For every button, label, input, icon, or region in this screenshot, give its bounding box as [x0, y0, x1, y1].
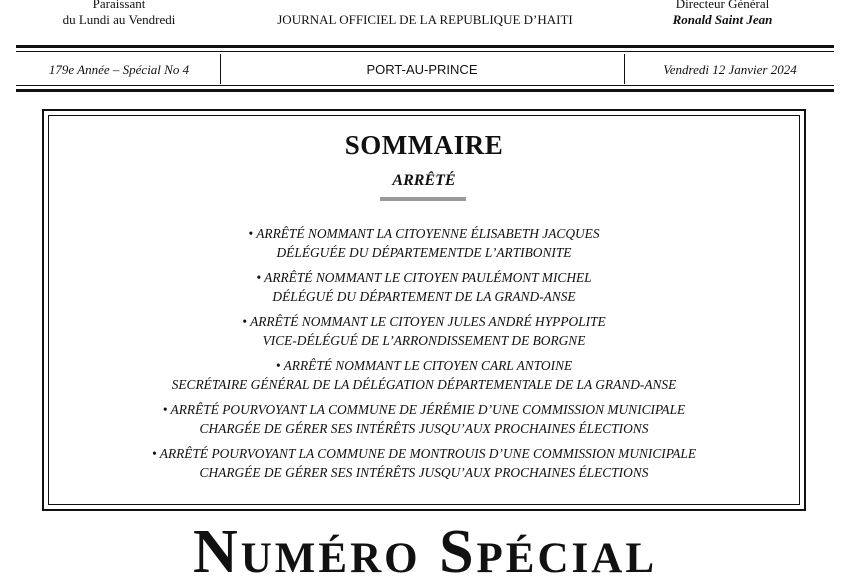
item-subtitle: CHARGÉE DE GÉRER SES INTÉRÊTS JUSQU’AUX PROCHAINES ÉLECTIONS [199, 421, 649, 436]
publication-frequency-label: Paraissant [92, 0, 146, 11]
sommaire-item [48, 444, 800, 482]
journal-title: JOURNAL OFFICIEL DE LA REPUBLIQUE D’HAITI [277, 12, 573, 27]
item-subtitle: SECRÉTAIRE GÉNÉRAL DE LA DÉLÉGATION DÉPARTEMENTALE DE LA GRAND-ANSE [171, 377, 677, 392]
item-subtitle: DÉLÉGUÉE DU DÉPARTEMENTDE L’ARTIBONITE [276, 245, 572, 260]
sommaire-title: SOMMAIRE [344, 130, 504, 160]
masthead-rule-top-thin [16, 51, 834, 52]
publication-days: du Lundi au Vendredi [62, 12, 176, 27]
item-subtitle: DÉLÉGUÉ DU DÉPARTEMENT DE LA GRAND-ANSE [272, 289, 576, 304]
director-name: Ronald Saint Jean [672, 12, 773, 27]
item-title: • ARRÊTÉ NOMMANT LE CITOYEN JULES ANDRÉ HYPPOLITE [242, 314, 606, 329]
item-title: • ARRÊTÉ NOMMANT LE CITOYEN CARL ANTOINE [275, 358, 573, 373]
issue-bar-separator-left [220, 54, 221, 84]
masthead-left [24, 0, 214, 28]
issue-bar-rule-bottom [16, 89, 834, 92]
item-subtitle: VICE-DÉLÉGUÉ DE L’ARRONDISSEMENT DE BORGNE [262, 333, 586, 348]
sommaire-item [48, 268, 800, 306]
special-issue-title: Numéro Spécial [192, 518, 658, 586]
city: PORT-AU-PRINCE [366, 62, 478, 77]
edition-number: 179e Année – Spécial No 4 [48, 62, 190, 77]
masthead-rule-top [16, 45, 834, 48]
masthead-right [615, 0, 830, 28]
sommaire-list [48, 224, 800, 488]
issue-bar-rule-thin [16, 85, 834, 86]
issue-date: Vendredi 12 Janvier 2024 [663, 62, 797, 77]
director-label: Directeur Général [675, 0, 770, 11]
sommaire-item [48, 400, 800, 438]
item-title: • ARRÊTÉ NOMMANT LE CITOYEN PAULÉMONT MICHEL [256, 270, 592, 285]
item-title: • ARRÊTÉ POURVOYANT LA COMMUNE DE JÉRÉMIE D’UNE COMMISSION MUNICIPALE [162, 402, 686, 417]
item-title: • ARRÊTÉ NOMMANT LA CITOYENNE ÉLISABETH JACQUES [248, 226, 600, 241]
section-underline [380, 197, 466, 201]
item-subtitle: CHARGÉE DE GÉRER SES INTÉRÊTS JUSQU’AUX PROCHAINES ÉLECTIONS [199, 465, 649, 480]
item-title: • ARRÊTÉ POURVOYANT LA COMMUNE DE MONTROUIS D’UNE COMMISSION MUNICIPALE [151, 446, 697, 461]
section-heading: ARRÊTÉ [392, 172, 456, 189]
sommaire-item [48, 312, 800, 350]
sommaire-item [48, 224, 800, 262]
issue-bar-separator-right [624, 54, 625, 84]
sommaire-item [48, 356, 800, 394]
